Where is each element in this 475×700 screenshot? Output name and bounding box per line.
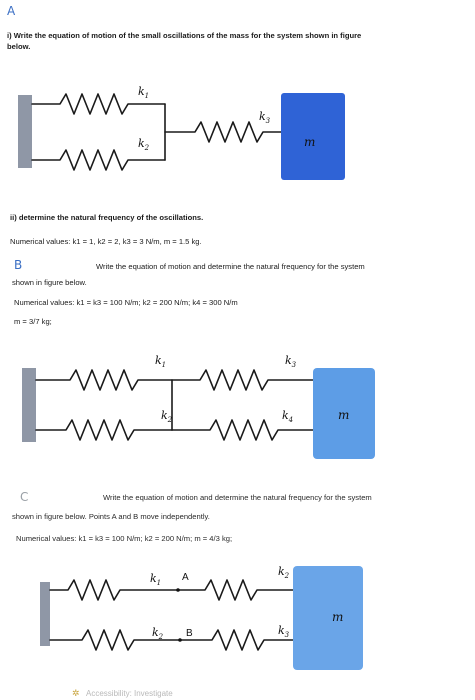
part-b-question-line1: Write the equation of motion and determine the natural frequency for the system (96, 262, 365, 271)
point-b-dot (178, 638, 182, 642)
label-k2-lower-c: $k_2$ (152, 626, 164, 641)
label-k4-b: $k_4$ (282, 409, 294, 424)
part-a-values: Numerical values: k1 = 1, k2 = 2, k3 = 3 N/m, m = 1.5 kg. (10, 237, 202, 246)
part-c-letter: C (20, 490, 29, 504)
label-point-b: B (186, 628, 193, 639)
part-a-question-line2: below. (7, 42, 31, 51)
label-k2-b: $k_2$ (161, 409, 173, 424)
point-a-dot (176, 588, 180, 592)
part-c-values: Numerical values: k1 = k3 = 100 N/m; k2 = 200 N/m; m = 4/3 kg; (16, 534, 233, 543)
label-k2-c: $k_2$ (278, 565, 290, 580)
spring-k3-c (180, 630, 293, 650)
label-k3-c: $k_3$ (278, 624, 290, 639)
label-k3-b: $k_3$ (285, 354, 297, 369)
wall-c (40, 582, 50, 646)
accessibility-icon: ✲ (72, 688, 80, 698)
part-a-question-ii: ii) determine the natural frequency of the oscillations. (10, 213, 204, 222)
accessibility-text: Accessibility: Investigate (86, 689, 173, 698)
part-b-values-line2: m = 3/7 kg; (14, 317, 52, 326)
label-k3-a: $k_3$ (259, 110, 271, 125)
part-b-letter: B (14, 258, 23, 272)
part-a-letter: A (7, 4, 16, 18)
label-mass-a: m (304, 135, 316, 149)
spring-k2-c (178, 580, 295, 600)
part-c-question-line2: shown in figure below. Points A and B move independently. (12, 512, 210, 521)
part-a-question-line1: i) Write the equation of motion of the small oscillations of the mass for the system shown in figure (7, 31, 362, 40)
part-b-question-line2: shown in figure below. (12, 278, 87, 287)
label-point-a: A (182, 572, 189, 583)
label-mass-c: m (332, 610, 344, 624)
accessibility-bar[interactable] (72, 688, 242, 700)
label-k1-c: $k_1$ (150, 572, 162, 587)
label-mass-b: m (338, 408, 350, 422)
part-c-question-line1: Write the equation of motion and determine the natural frequency for the system (103, 493, 372, 502)
label-k2-a: $k_2$ (138, 137, 150, 152)
part-b-values-line1: Numerical values: k1 = k3 = 100 N/m; k2 = 200 N/m; k4 = 300 N/m (14, 298, 238, 307)
mass-c (293, 566, 363, 670)
label-k1-b: $k_1$ (155, 354, 167, 369)
label-k1-a: $k_1$ (138, 85, 150, 100)
